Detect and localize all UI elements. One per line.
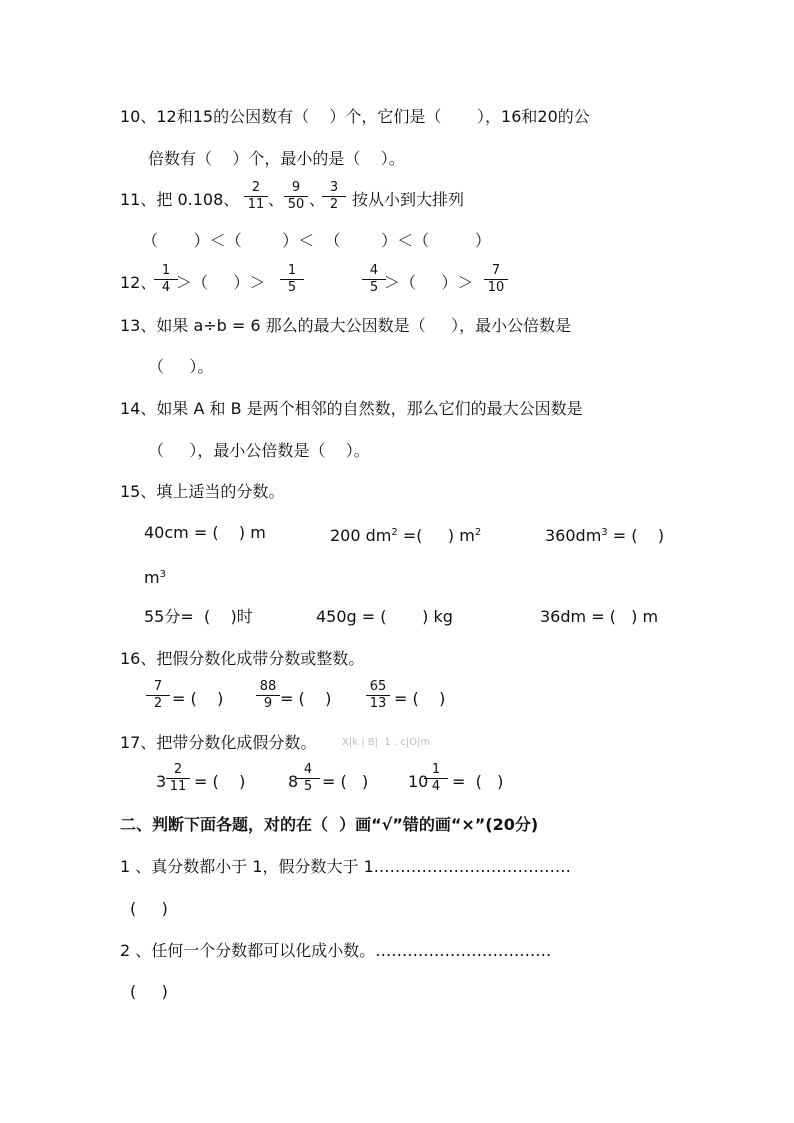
numerator: 2 [244, 181, 268, 197]
q15-b-blank: =( ) m [397, 526, 475, 545]
q16-fraction-2 [256, 680, 280, 711]
q15-b-prefix: 200 dm [330, 526, 392, 545]
q16-title: 16、把假分数化成带分数或整数。 [120, 649, 365, 668]
q16-blank-2: = ( ) [280, 689, 332, 708]
q15-title: 15、填上适当的分数。 [120, 482, 285, 501]
q13-line1: 13、如果 a÷b = 6 那么的最大公因数是（ ），最小公倍数是 [120, 316, 572, 335]
numerator: 7 [484, 264, 508, 280]
q14-line2: （ ），最小公倍数是（ ）。 [148, 441, 370, 460]
denominator: 13 [369, 696, 387, 711]
q11-separator: 、 [268, 190, 285, 209]
q14-line1: 14、如果 A 和 B 是两个相邻的自然数，那么它们的最大公因数是 [120, 399, 583, 418]
denominator: 11 [169, 779, 187, 794]
q17-fraction-2 [296, 763, 320, 794]
q16-blank-3: = ( ) [394, 689, 446, 708]
numerator: 9 [284, 181, 308, 197]
q11-fraction-3 [322, 181, 346, 212]
q15-item-b [330, 522, 481, 547]
judgement-2-text: 2 、任何一个分数都可以化成小数。…………………………… [120, 941, 552, 960]
q11-prefix: 11、把 0.108、 [120, 190, 240, 209]
q12-compare-1: ＞（ ）＞ [176, 273, 266, 292]
q12-fraction-3 [362, 264, 386, 295]
judgement-1-text: 1 、真分数都小于 1，假分数大于 1.……………………………… [120, 857, 571, 876]
q12-compare-2: ＞（ ）＞ [384, 273, 474, 292]
q17-whole-2: 8 [288, 772, 299, 791]
numerator: 4 [296, 763, 320, 779]
q17-title: 17、把带分数化成假分数。 [120, 733, 317, 752]
section2-heading: 二、判断下面各题，对的在（ ）画“√”错的画“×”(20分) [120, 815, 539, 834]
q10-line2: 倍数有（ ）个，最小的是（ ）。 [148, 149, 405, 168]
denominator: 5 [369, 280, 379, 295]
q16-fraction-3 [366, 680, 390, 711]
q15-item-c-unit [144, 564, 166, 589]
numerator: 1 [424, 763, 448, 779]
watermark: X|k | B| 1 . c|O|m [342, 737, 431, 748]
denominator: 4 [431, 779, 441, 794]
denominator: 5 [303, 779, 313, 794]
denominator: 4 [161, 280, 171, 295]
q15-c-blank: = ( ) [607, 526, 665, 545]
q15-item-f: 36dm = ( ) m [540, 607, 659, 626]
q17-whole-1: 3 [156, 772, 167, 791]
q15-c-prefix: 360dm [545, 526, 602, 545]
q15-item-a: 40cm = ( ) m [144, 523, 266, 542]
q17-blank-3: = ( ) [452, 772, 504, 791]
q16-blank-1: = ( ) [172, 689, 224, 708]
numerator: 7 [146, 680, 170, 696]
q16-fraction-1 [146, 680, 170, 711]
q11-fraction-2 [284, 181, 308, 212]
q10-line1: 10、12和15的公因数有（ ）个，它们是（ ），16和20的公 [120, 107, 590, 126]
q11-fraction-1 [244, 181, 268, 212]
q11-separator: 、 [309, 190, 326, 209]
q17-fraction-1 [166, 763, 190, 794]
numerator: 2 [166, 763, 190, 779]
q17-blank-2: = ( ) [322, 772, 369, 791]
denominator: 5 [287, 280, 297, 295]
numerator: 4 [362, 264, 386, 280]
q12-fraction-1 [154, 264, 178, 295]
numerator: 65 [366, 680, 390, 696]
superscript: 2 [391, 527, 398, 538]
q12-prefix: 12、 [120, 273, 157, 292]
q11-instruction: 按从小到大排列 [352, 190, 465, 209]
numerator: 88 [256, 680, 280, 696]
numerator: 1 [154, 264, 178, 280]
superscript: 3 [159, 569, 166, 580]
q13-line2: （ ）。 [148, 357, 214, 376]
numerator: 1 [280, 264, 304, 280]
q15-item-e: 450g = ( ) kg [316, 607, 453, 626]
denominator: 50 [287, 197, 305, 212]
unit: m [144, 568, 160, 587]
q17-whole-3: 10 [408, 772, 429, 791]
denominator: 11 [247, 197, 265, 212]
q12-fraction-2 [280, 264, 304, 295]
denominator: 10 [487, 280, 505, 295]
q15-item-c [545, 522, 664, 547]
denominator: 2 [153, 696, 163, 711]
superscript: 3 [601, 527, 608, 538]
q17-blank-1: = ( ) [194, 772, 246, 791]
q15-item-d: 55分= ( )时 [144, 607, 253, 626]
q11-answer-blanks: （ ）＜（ ）＜ （ ）＜（ ） [142, 231, 491, 250]
denominator: 9 [263, 696, 273, 711]
q12-fraction-4 [484, 264, 508, 295]
superscript: 2 [474, 527, 482, 538]
judgement-1-answer: ( ) [130, 899, 168, 918]
numerator: 3 [322, 181, 346, 197]
denominator: 2 [329, 197, 339, 212]
q17-fraction-3 [424, 763, 448, 794]
judgement-2-answer: ( ) [130, 982, 168, 1001]
